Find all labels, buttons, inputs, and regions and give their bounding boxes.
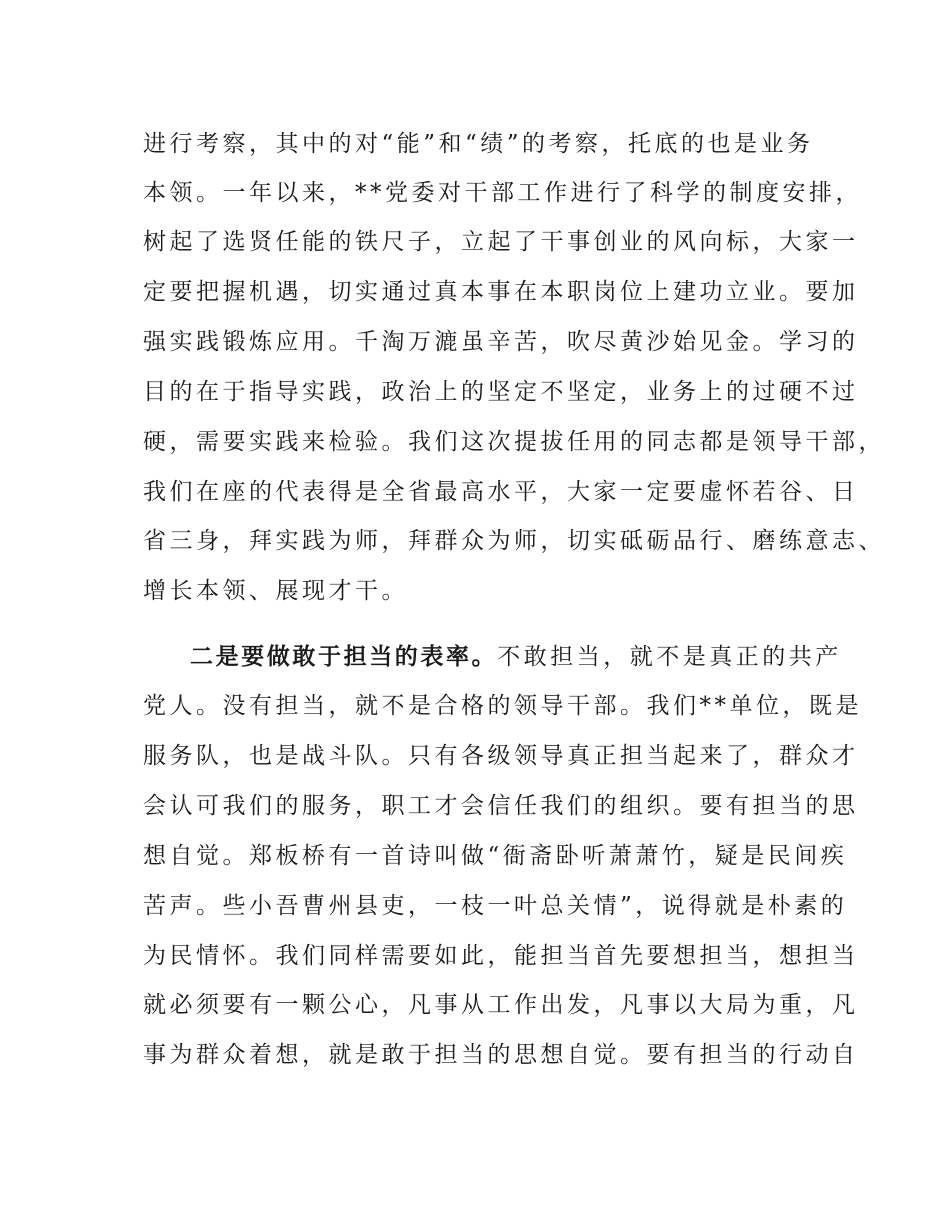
text-line: 目的在于指导实践，政治上的坚定不坚定，业务上的过硬不过 bbox=[143, 379, 859, 405]
text-line: 事为群众着想，就是敢于担当的思想自觉。要有担当的行动自 bbox=[143, 1042, 859, 1068]
text-line: 省三身，拜实践为师，拜群众为师，切实砥砺品行、磨练意志、 bbox=[143, 528, 885, 554]
text-line: 定要把握机遇，切实通过真本事在本职岗位上建功立业。要加 bbox=[143, 279, 859, 305]
text-line: 为民情怀。我们同样需要如此，能担当首先要想担当，想担当 bbox=[143, 943, 859, 969]
text-line: 树起了选贤任能的铁尺子，立起了干事创业的风向标，大家一 bbox=[143, 229, 859, 255]
text-line: 本领。一年以来，**党委对干部工作进行了科学的制度安排， bbox=[143, 180, 862, 206]
text-line: 增长本领、展现才干。 bbox=[143, 578, 408, 604]
paragraph-text: 不敢担当，就不是真正的共产 bbox=[497, 644, 842, 670]
text-line: 想自觉。郑板桥有一首诗叫做“衙斋卧听萧萧竹，疑是民间疾 bbox=[143, 843, 848, 869]
paragraph-two-first-line bbox=[190, 637, 842, 677]
text-line: 强实践锻炼应用。千淘万漉虽辛苦，吹尽黄沙始见金。学习的 bbox=[143, 329, 859, 355]
paragraph-heading: 二是要做敢于担当的表率。 bbox=[190, 644, 498, 670]
text-line: 服务队，也是战斗队。只有各级领导真正担当起来了，群众才 bbox=[143, 743, 859, 769]
text-line: 进行考察，其中的对“能”和“绩”的考察，托底的也是业务 bbox=[143, 131, 814, 157]
text-line: 我们在座的代表得是全省最高水平，大家一定要虚怀若谷、日 bbox=[143, 479, 859, 505]
text-line: 硬，需要实践来检验。我们这次提拔任用的同志都是领导干部， bbox=[143, 429, 885, 455]
text-line: 党人。没有担当，就不是合格的领导干部。我们**单位，既是 bbox=[143, 693, 862, 719]
text-line: 会认可我们的服务，职工才会信任我们的组织。要有担当的思 bbox=[143, 793, 859, 819]
text-line: 苦声。些小吾曹州县吏，一枝一叶总关情”，说得就是朴素的 bbox=[143, 893, 848, 919]
text-line: 就必须要有一颗公心，凡事从工作出发，凡事以大局为重，凡 bbox=[143, 992, 859, 1018]
